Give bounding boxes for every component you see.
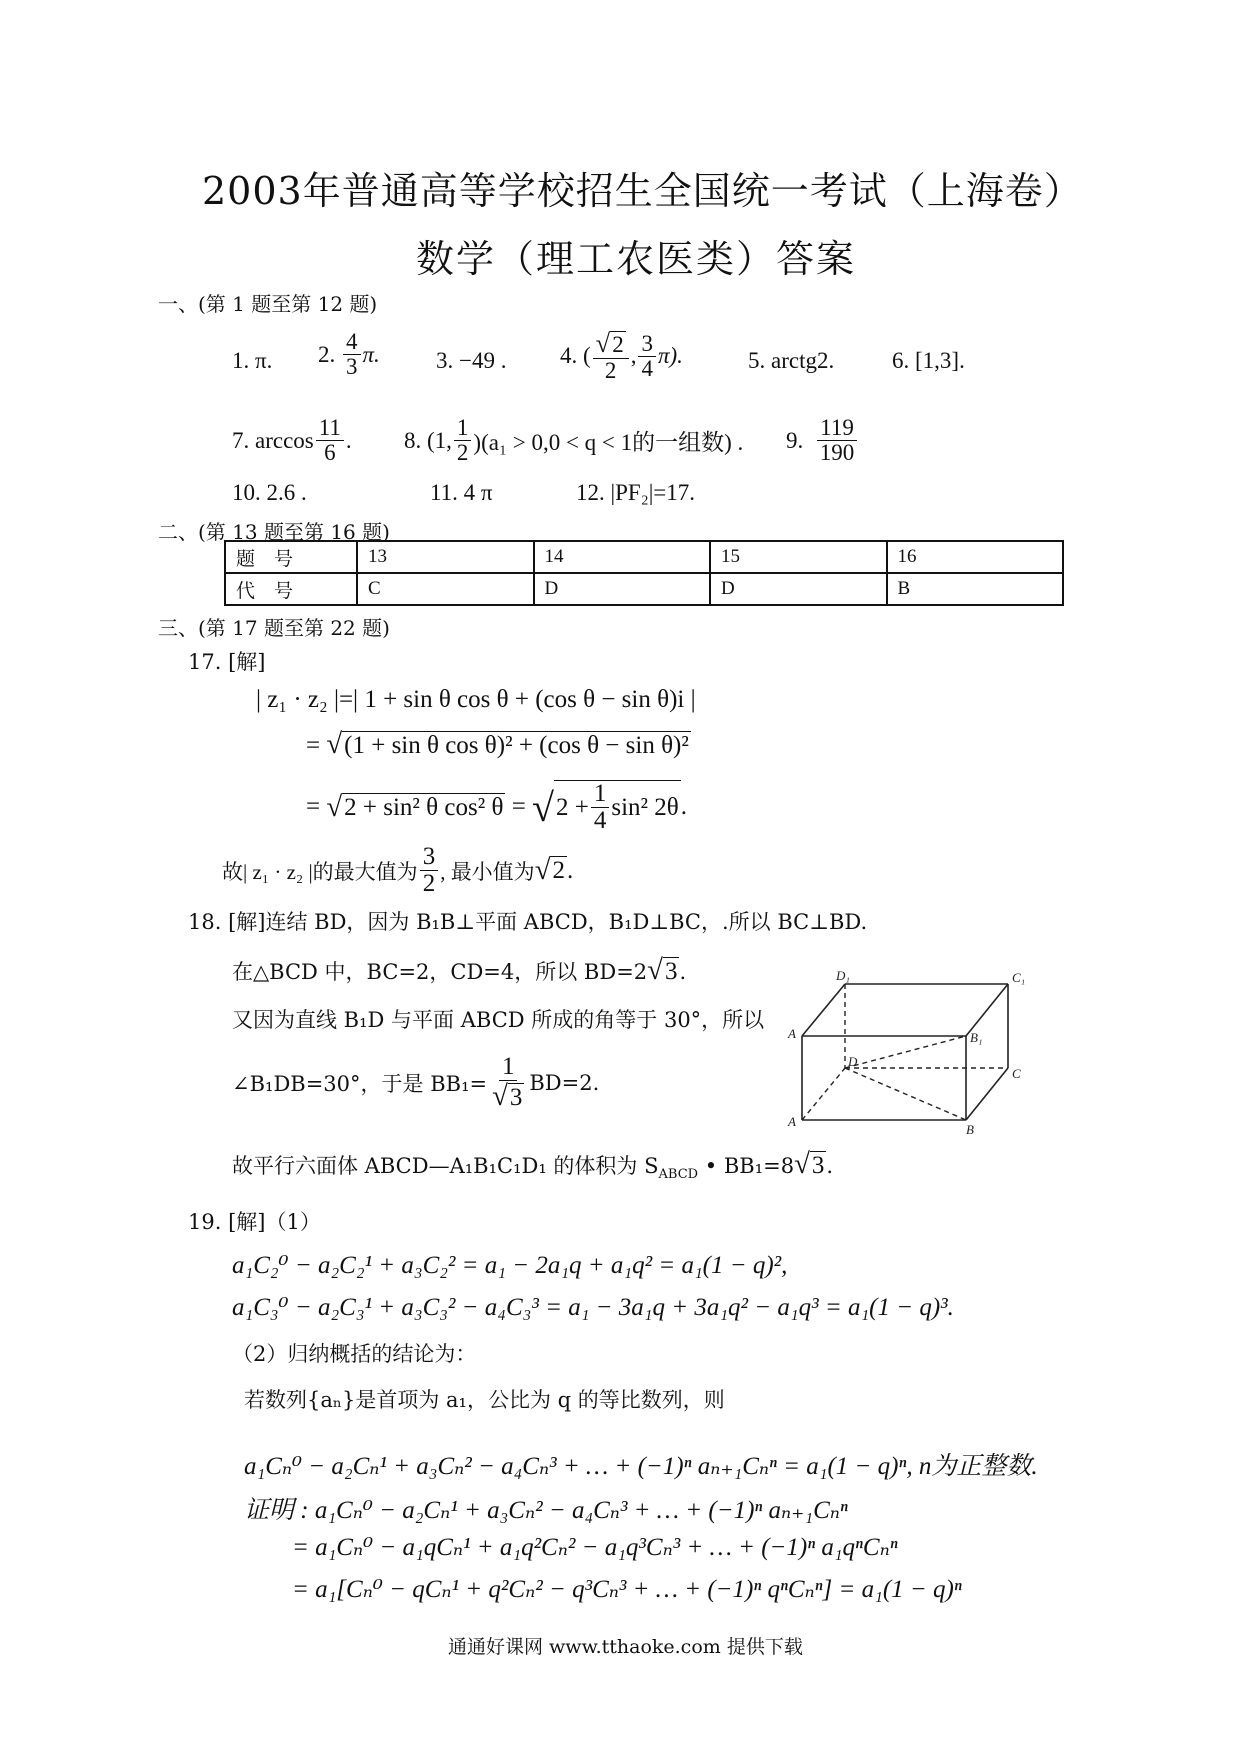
denominator: 4 [593,807,607,835]
q18-text: 故平行六面体 ABCD—A₁B₁C₁D₁ 的体积为 S [232,1154,659,1178]
section-3-heading: 三、(第 17 题至第 22 题) [158,616,390,640]
answer-2-label: 2. [318,341,336,367]
q18-radicand: 3 [811,1152,825,1179]
numerator: 2 [612,332,624,357]
equals-sign: = [511,793,526,821]
q19-formula: a₁Cₙ⁰ − a₂Cₙ¹ + a₃Cₙ² − a₄Cₙ³ + … + (−1)ⁿ aₙ₊₁Cₙⁿ = a₁(1 − q)ⁿ, n为正整数. [244,1453,1038,1480]
q17-radicand-3a: 2 + sin² θ cos² θ [344,793,504,821]
table-cell: 13 [357,541,534,573]
vertex-label-a1: A [788,1026,796,1041]
q18-text: • BB₁=8 [698,1154,795,1178]
table-cell: D [534,573,711,605]
table-cell: D [710,573,887,605]
answer-7 [232,416,352,465]
page-footer: 通通好课网 www.tthaoke.com 提供下载 [448,1636,803,1658]
answer-2-tail: π. [362,341,380,367]
page-title: 2003年普通高等学校招生全国统一考试（上海卷） [202,169,1083,213]
answer-table [224,540,1064,606]
table-cell: C [357,573,534,605]
vertex-label-d: D [848,1054,858,1069]
q18-text: ∠B₁DB=30°，于是 BB₁= [232,1071,488,1096]
period: . [679,960,687,984]
q17-line-2: = √(1 + sin θ cos θ)² + (cos θ − sin θ)² [306,728,689,760]
q17-max-fraction [420,844,439,898]
q17-quarter [591,781,610,835]
answer-10: 10. 2.6 . [232,480,307,505]
period: . [826,1154,834,1178]
table-row [225,573,1063,605]
numerator: 3 [638,332,656,357]
equals-sign: = [306,793,321,821]
q18-fraction: $\frac{1}{√3}$ [492,1053,523,1113]
q19-proof-line-3: = a₁[Cₙ⁰ − qCₙ¹ + q²Cₙ² − q³Cₙ³ + … + (−1)ⁿ qⁿCₙⁿ] = a₁(1 − q)ⁿ [292,1576,962,1603]
q17-radicand-part: sin² 2θ [611,793,679,821]
q17-conclusion: 故| z₁ · z₂ |的最大值为 $\frac{3}{2}$ , 最小值为 √ 2 . [222,843,574,898]
table-cell: B [887,573,1064,605]
denominator: 3 [346,354,358,380]
numerator: 1 [591,781,610,808]
answer-7-tail: . [345,427,352,453]
vertex-label-b1: B₁ [970,1030,983,1045]
q17-radicand-part: 2 + [556,793,589,821]
answer-4-fraction-2 [638,332,656,381]
q17-radicand-2: (1 + sin θ cos θ)² + (cos θ − sin θ)² [344,732,689,759]
period: . [566,856,574,884]
answer-7-label: 7. arccos [232,427,314,453]
q18-line-5: 故平行六面体 ABCD—A₁B₁C₁D₁ 的体积为 $S_{ABCD}$ • BB₁=8√3. [232,1148,834,1183]
q18-line-1: 18. [解]连结 BD，因为 B₁B⊥平面 ABCD，B₁D⊥BC，.所以 BC⊥BD. [188,910,868,934]
page-subtitle: 数学（理工农医类）答案 [416,237,857,281]
answer-9 [786,416,859,465]
answer-12: 12. |PF₂|=17. [576,480,696,505]
answer-8 [404,416,743,465]
numerator: 11 [316,416,344,441]
answer-7-fraction [316,416,344,465]
q19-equation-2: a₁C₃⁰ − a₂C₃¹ + a₃C₃² − a₄C₃³ = a₁ − 3a₁q + 3a₁q² − a₁q³ = a₁(1 − q)³. [232,1294,954,1321]
answer-2-fraction [343,330,361,379]
answer-9-fraction [817,416,858,465]
q17-line-3: = √ 2 + sin² θ cos² θ = √ 2 + $\frac{1}{4}$ sin² 2θ . [306,780,688,835]
table-cell: 15 [710,541,887,573]
q18-line-2: 在△BCD 中，BC=2，CD=4，所以 BD=2√3. [232,954,687,986]
table-cell: 14 [534,541,711,573]
answer-8-label: 8. [404,427,422,453]
section-2-heading: 二、(第 13 题至第 16 题) [158,520,390,544]
answer-3: 3. −49 . [436,348,507,373]
denominator: 3 [509,1084,523,1112]
vertex-label-d1: D₁ [836,968,850,983]
vertex-label-b: B [966,1122,974,1137]
numerator: 1 [499,1054,518,1081]
q19-equation-1: a₁C₂⁰ − a₂C₂¹ + a₃C₂² = a₁ − 2a₁q + a₁q² = a₁(1 − q)², [232,1252,788,1279]
q18-text: BD=2. [529,1070,600,1095]
equals-sign: = [306,732,321,759]
answer-5: 5. arctg2. [748,348,835,373]
vertex-label-c: C [1012,1066,1021,1081]
answer-8-fraction [454,416,472,465]
q18-line-3: 又因为直线 B₁D 与平面 ABCD 所成的角等于 30°，所以 [232,1008,765,1032]
q19-part-2: （2）归纳概括的结论为： [232,1342,477,1366]
q18-subscript: ABCD [658,1167,699,1183]
period: . [680,793,688,821]
answer-1: 1. π. [232,348,273,373]
answer-11: 11. 4 π [430,480,493,505]
table-cell: 16 [887,541,1064,573]
q17-line-1: | z₁ · z₂ |=| 1 + sin θ cos θ + (cos θ − sin θ)i | [256,686,696,713]
q17-radicand-3b [554,780,681,835]
q18-radicand: 3 [664,958,678,985]
q17-conclusion-text: , 最小值为 [440,859,535,884]
numerator: 1 [454,416,472,441]
table-row-label: 题 号 [225,541,357,573]
vertex-label-c1: C₁ [1012,970,1026,985]
q19-proof-line-1: 证明 : a₁Cₙ⁰ − a₂Cₙ¹ + a₃Cₙ² − a₄Cₙ³ + … + (−1)ⁿ aₙ₊₁Cₙⁿ [244,1497,848,1524]
answer-4-tail: π). [657,343,683,369]
denominator: 2 [604,357,617,383]
answer-4: 4. ( $\frac{√2}{2}$ , $\frac{3}{4}$ π). [560,328,683,383]
vertex-label-a: A [788,1114,796,1129]
answer-8-open: (1, [427,427,452,453]
answer-6: 6. [1,3]. [892,348,965,373]
answer-2 [318,330,380,379]
answer-9-label: 9. [786,427,804,453]
q18-text: 在△BCD 中，BC=2，CD=4，所以 BD=2 [232,960,648,984]
parallelepiped-figure [780,968,1040,1138]
numerator: 119 [817,416,857,441]
table-row-label: 代 号 [225,573,357,605]
denominator: 4 [641,355,653,381]
answer-4-label: 4. [560,343,578,369]
table-row [225,541,1063,573]
denominator: 190 [819,440,855,466]
q19-condition: 若数列{aₙ}是首项为 a₁，公比为 q 的等比数列，则 [244,1388,725,1412]
q19-label: 19. [解]（1） [188,1210,321,1234]
numerator: 3 [420,844,439,871]
q17-label: 17. [解] [188,650,266,674]
answer-4-fraction-1: $\frac{√2}{2}$ [593,330,629,383]
denominator: 6 [324,440,336,466]
answer-8-tail: )(a₁ > 0,0 < q < 1的一组数) . [473,430,744,456]
numerator: 4 [343,330,361,355]
q18-line-4 [232,1054,599,1112]
denominator: 2 [422,870,436,898]
q19-proof-line-2: = a₁Cₙ⁰ − a₁qCₙ¹ + a₁q²Cₙ² − a₁q³Cₙ³ + … + (−1)ⁿ a₁qⁿCₙⁿ [292,1534,898,1561]
section-1-heading: 一、(第 1 题至第 12 题) [158,292,378,316]
q17-conclusion-text: 故| z₁ · z₂ |的最大值为 [222,859,418,884]
denominator: 2 [456,440,469,466]
q17-min-radicand: 2 [552,857,565,885]
